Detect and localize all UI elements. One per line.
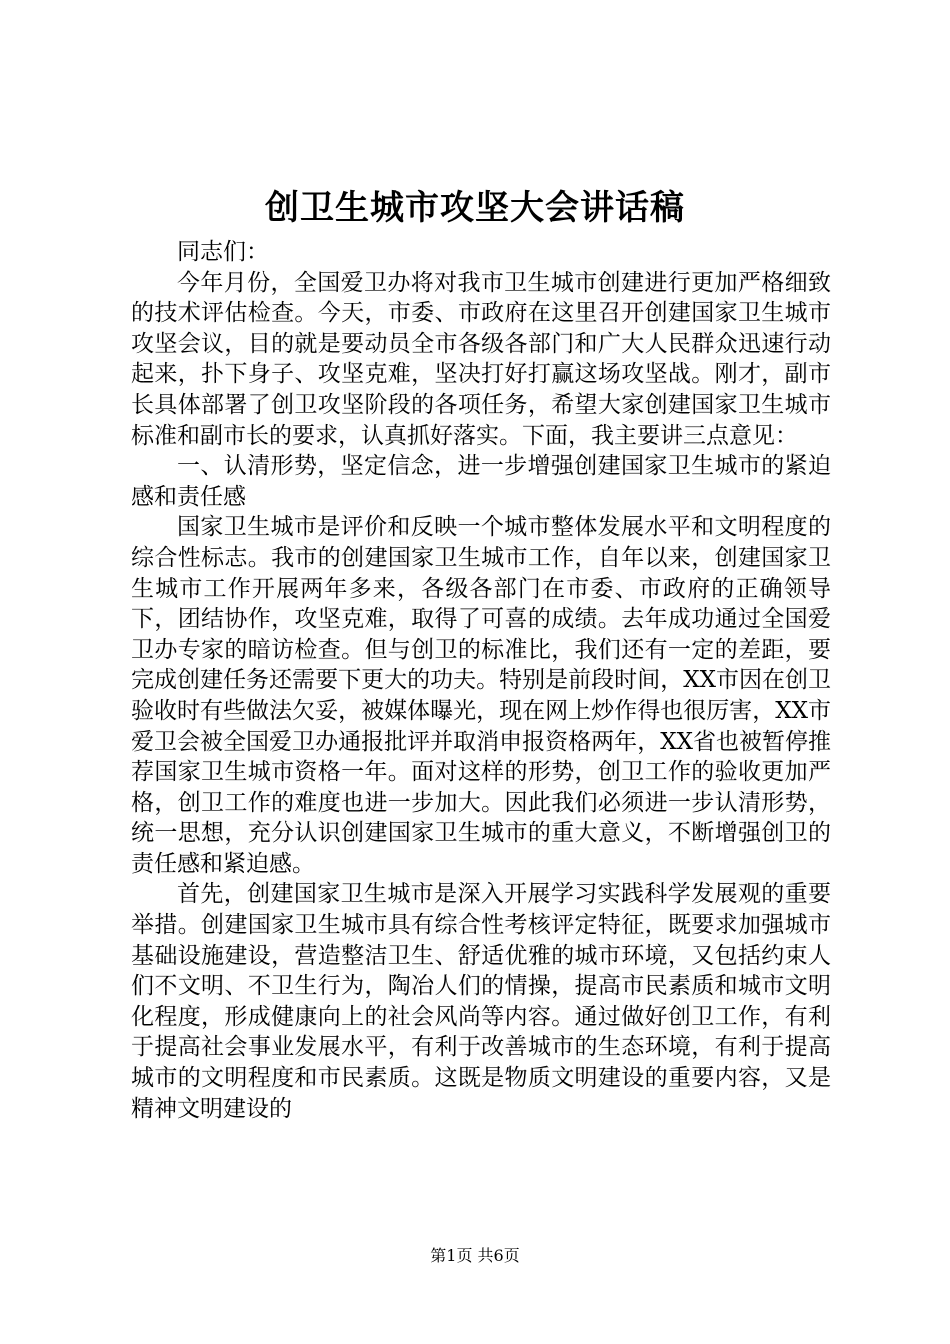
body-paragraph: 今年月份，全国爱卫办将对我市卫生城市创建进行更加严格细致的技术评估检查。今天，市委、市政府在这里召开创建国家卫生城市攻坚会议，目的就是要动员全市各级各部门和广大人民群众迅速行动起来，扑下身子、攻坚克难，坚决打好打赢这场攻坚战。刚才，副市长具体部署了创卫攻坚阶段的各项任务，希望大家创建国家卫生城市标准和副市长的要求，认真抓好落实。下面，我主要讲三点意见： [131, 269, 831, 449]
page-title: 创卫生城市攻坚大会讲话稿 [265, 188, 685, 228]
document-body [131, 237, 831, 1124]
page-number-footer: 第1页 共6页 [430, 1246, 520, 1265]
salutation-paragraph: 同志们： [177, 239, 269, 265]
body-paragraph: 首先，创建国家卫生城市是深入开展学习实践科学发展观的重要举措。创建国家卫生城市具有综合性考核评定特征，既要求加强城市基础设施建设，营造整洁卫生、舒适优雅的城市环境，又包括约束人们不文明、不卫生行为，陶冶人们的情操，提高市民素质和城市文明化程度，形成健康向上的社会风尚等内容。通过做好创卫工作，有利于提高社会事业发展水平，有利于改善城市的生态环境，有利于提高城市的文明程度和市民素质。这既是物质文明建设的重要内容，又是精神文明建设的 [131, 881, 831, 1122]
body-paragraph: 国家卫生城市是评价和反映一个城市整体发展水平和文明程度的综合性标志。我市的创建国家卫生城市工作，自年以来，创建国家卫生城市工作开展两年多来，各级各部门在市委、市政府的正确领导下，团结协作，攻坚克难，取得了可喜的成绩。去年成功通过全国爱卫办专家的暗访检查。但与创卫的标准比，我们还有一定的差距，要完成创建任务还需要下更大的功夫。特别是前段时间，XX市因在创卫验收时有些做法欠妥，被媒体曝光，现在网上炒作得也很厉害，XX市爱卫会被全国爱卫办通报批评并取消申报资格两年，XX省也被暂停推荐国家卫生城市资格一年。面对这样的形势，创卫工作的验收更加严格，创卫工作的难度也进一步加大。因此我们必须进一步认清形势，统一思想，充分认识创建国家卫生城市的重大意义，不断增强创卫的责任感和紧迫感。 [131, 514, 831, 877]
section-heading: 一、认清形势，坚定信念，进一步增强创建国家卫生城市的紧迫感和责任感 [131, 453, 831, 510]
